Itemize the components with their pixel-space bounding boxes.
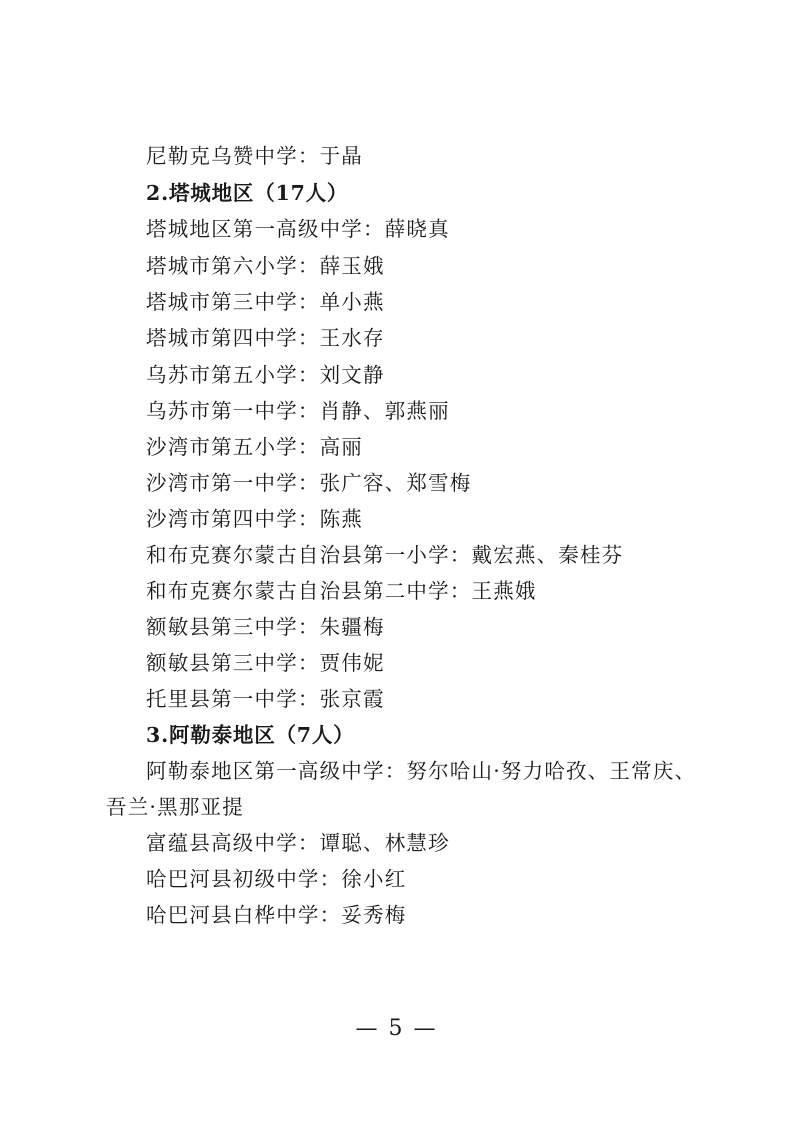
- school-entry: 和布克赛尔蒙古自治县第一小学：戴宏燕、秦桂芬: [146, 543, 624, 567]
- school-entry: 塔城市第三中学：单小燕: [146, 290, 385, 314]
- school-entry: 沙湾市第四中学：陈燕: [146, 507, 363, 531]
- school-entry: 和布克赛尔蒙古自治县第二中学：王燕娥: [146, 579, 537, 603]
- school-entry: 额敏县第三中学：朱疆梅: [146, 615, 385, 639]
- section-heading-altay: 3.阿勒泰地区（7人）: [146, 723, 355, 747]
- school-entry: 阿勒泰地区第一高级中学：努尔哈山·努力哈孜、王常庆、: [146, 759, 697, 783]
- school-entry: 额敏县第三中学：贾伟妮: [146, 651, 385, 675]
- school-entry: 沙湾市第一中学：张广容、郑雪梅: [146, 471, 472, 495]
- page-number: — 5 —: [355, 1016, 438, 1041]
- school-entry: 塔城市第四中学：王水存: [146, 326, 385, 350]
- school-entry: 哈巴河县初级中学：徐小红: [146, 867, 407, 891]
- school-entry: 塔城地区第一高级中学：薛晓真: [146, 217, 450, 241]
- school-entry-continuation: 吾兰·黑那亚提: [106, 795, 244, 819]
- school-entry: 乌苏市第一中学：肖静、郭燕丽: [146, 399, 450, 423]
- school-entry: 哈巴河县白桦中学：妥秀梅: [146, 903, 407, 927]
- section-heading-tacheng: 2.塔城地区（17人）: [146, 181, 349, 205]
- school-entry: 塔城市第六小学：薛玉娥: [146, 254, 385, 278]
- school-entry: 沙湾市第五小学：高丽: [146, 435, 363, 459]
- school-entry: 尼勒克乌赞中学：于晶: [146, 144, 363, 168]
- school-entry: 托里县第一中学：张京霞: [146, 687, 385, 711]
- school-entry: 富蕴县高级中学：谭聪、林慧珍: [146, 831, 450, 855]
- school-entry: 乌苏市第五小学：刘文静: [146, 363, 385, 387]
